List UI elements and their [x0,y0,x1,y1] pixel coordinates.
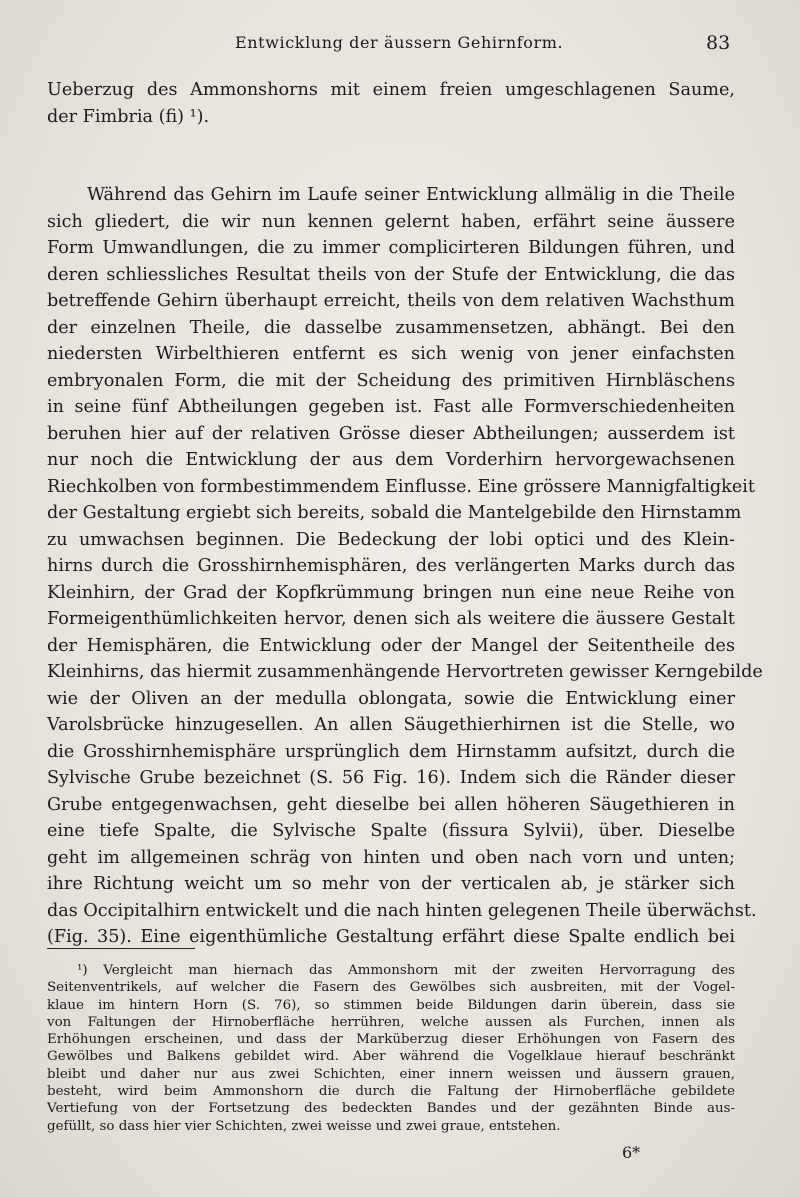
page-header [0,30,800,60]
footnote-line: gefüllt, so dass hier vier Schichten, zwei weisse und zwei graue, entstehen. [47,1118,561,1134]
footnote-line: klaue im hintern Horn (S. 76), so stimmen beide Bildungen darin überein, dass sie [47,997,735,1013]
footnote-line: Erhöhungen erscheinen, und dass der Marküberzug dieser Erhöhungen von Fasern des [47,1032,735,1048]
footnote [47,962,735,1135]
text-line: der Gestaltung ergiebt sich bereits, sobald die Mantelgebilde den Hirnstamm [47,503,742,523]
footnote-line: ¹) Vergleicht man hiernach das Ammonshorn mit der zweiten Hervorragung des [77,963,735,978]
text-line: Ueberzug des Ammonshorns mit einem freien umgeschlagenen Saume, [47,80,735,100]
text-line: Form Umwandlungen, die zu immer complicirteren Bildungen führen, und [47,238,735,258]
footnote-line: Gewölbes und Balkens gebildet wird. Aber während die Vogelklaue hierauf beschränkt [47,1049,735,1065]
text-line: (Fig. 35). Eine eigenthümliche Gestaltung erfährt diese Spalte endlich bei [47,927,735,947]
text-line: deren schliessliches Resultat theils von der Stufe der Entwicklung, die das [47,264,735,285]
paragraph-gap [47,130,735,182]
text-line: hirns durch die Grosshirnhemisphären, des verlängerten Marks durch das [47,556,735,576]
text-line: geht im allgemeinen schräg von hinten und oben nach vorn und unten; [47,847,735,868]
signature-mark: 6* [622,1143,641,1162]
text-line: sich gliedert, die wir nun kennen gelernt haben, erfährt seine äussere [47,211,735,232]
running-head: Entwicklung der äussern Gehirnform. [235,33,564,52]
footnote-line: von Faltungen der Hirnoberfläche herrühren, welche aussen als Furchen, innen als [47,1014,735,1030]
main-text [47,77,763,951]
text-line: die Grosshirnhemisphäre ursprünglich dem Hirnstamm aufsitzt, durch die [47,741,735,762]
text-line: niedersten Wirbelthieren entfernt es sich wenig von jener einfachsten [47,344,735,364]
text-line: beruhen hier auf der relativen Grösse dieser Abtheilungen; ausserdem ist [47,423,735,444]
text-line: Kleinhirns, das hiermit zusammenhängende Hervortreten gewisser Kerngebilde [47,662,763,682]
text-line: das Occipitalhirn entwickelt und die nach hinten gelegenen Theile überwächst. [47,900,757,921]
footnote-line: bleibt und daher nur aus zwei Schichten, einer innern weissen und äussern grauen, [47,1066,735,1082]
text-line: Varolsbrücke hinzugesellen. An allen Säugethierhirnen ist die Stelle, wo [47,715,735,735]
text-line: Kleinhirn, der Grad der Kopfkrümmung bringen nun eine neue Reihe von [47,582,735,603]
text-line: zu umwachsen beginnen. Die Bedeckung der lobi optici und des Klein- [47,529,735,550]
text-line: eine tiefe Spalte, die Sylvische Spalte (fissura Sylvii), über. Dieselbe [47,821,735,841]
text-line: Grube entgegenwachsen, geht dieselbe bei allen höheren Säugethieren in [47,794,735,815]
text-line: in seine fünf Abtheilungen gegeben ist. Fast alle Formverschiedenheiten [47,397,735,417]
text-line: Während das Gehirn im Laufe seiner Entwicklung allmälig in die Theile [87,185,735,205]
text-line: der Fimbria (fi) ¹). [47,106,210,127]
footnote-line: besteht, wird beim Ammonshorn die durch die Faltung der Hirnoberfläche gebildete [47,1084,735,1100]
text-line: betreffende Gehirn überhaupt erreicht, theils von dem relativen Wachsthum [47,291,735,311]
footnote-divider [47,948,195,949]
text-line: wie der Oliven an der medulla oblongata, sowie die Entwicklung einer [47,688,735,709]
footnote-line: Seitenventrikels, auf welcher die Fasern des Gewölbes sich ausbreiten, mit der Vogel- [47,980,735,996]
text-line: der einzelnen Theile, die dasselbe zusammensetzen, abhängt. Bei den [47,317,735,338]
text-line: ihre Richtung weicht um so mehr von der verticalen ab, je stärker sich [47,874,735,894]
text-line: nur noch die Entwicklung der aus dem Vorderhirn hervorgewachsenen [47,450,735,470]
text-line: embryonalen Form, die mit der Scheidung des primitiven Hirnbläschens [47,370,735,391]
text-line: Sylvische Grube bezeichnet (S. 56 Fig. 16). Indem sich die Ränder dieser [47,768,735,788]
text-line: der Hemisphären, die Entwicklung oder der Mangel der Seitentheile des [47,635,735,656]
page-number: 83 [706,32,731,54]
text-line: Formeigenthümlichkeiten hervor, denen sich als weitere die äussere Gestalt [47,609,735,629]
text-line: Riechkolben von formbestimmendem Einflusse. Eine grössere Mannigfaltigkeit [47,476,755,497]
footnote-line: Vertiefung von der Fortsetzung des bedeckten Bandes und der gezähnten Binde aus- [47,1101,735,1117]
